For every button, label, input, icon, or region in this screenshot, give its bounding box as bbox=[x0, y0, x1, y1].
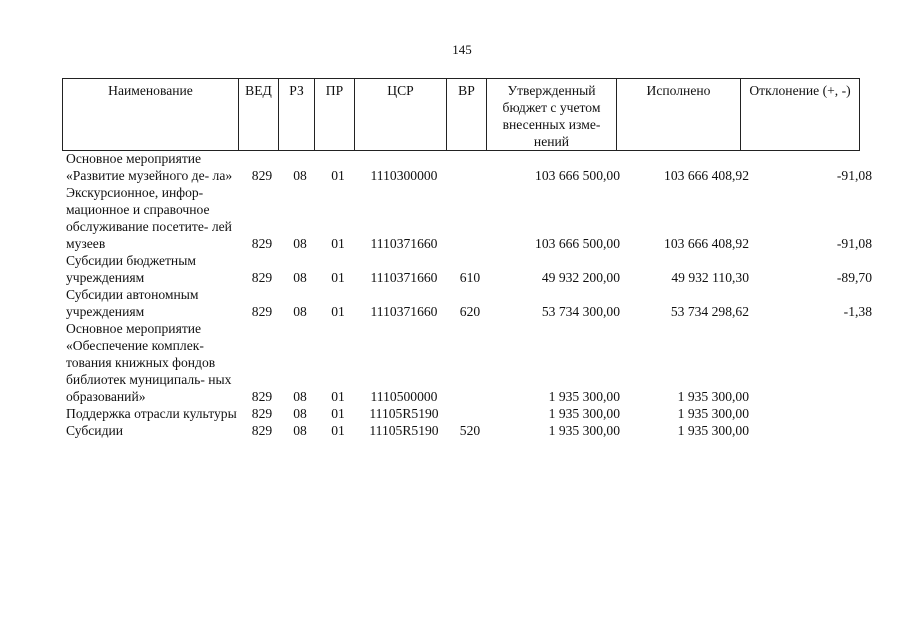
row-deviation-cell: -89,70 bbox=[836, 270, 872, 285]
row-name-cell: Основное мероприятие «Обеспечение комплек- тования книжных фондов библиотек муниципаль- ных образований» bbox=[66, 321, 232, 404]
header-deviation: Отклонение (+, -) bbox=[741, 79, 860, 151]
row-rz-cell: 08 bbox=[293, 304, 307, 319]
row-pr-cell: 01 bbox=[331, 236, 345, 251]
row-csr-cell: 1110371660 bbox=[370, 270, 438, 285]
row-rz-cell: 08 bbox=[293, 236, 307, 251]
row-deviation-cell: -1,38 bbox=[843, 304, 872, 319]
row-csr-cell: 1110371660 bbox=[370, 304, 438, 319]
table-row bbox=[62, 320, 876, 405]
header-csr: ЦСР bbox=[355, 79, 447, 151]
row-vr-cell: 520 bbox=[459, 423, 481, 438]
row-pr-cell: 01 bbox=[331, 423, 345, 438]
row-pr-cell: 01 bbox=[331, 389, 345, 404]
row-plan-cell: 1 935 300,00 bbox=[548, 406, 620, 421]
row-ved-cell: 829 bbox=[251, 270, 273, 285]
row-vr-cell bbox=[450, 150, 490, 184]
header-pr: ПР bbox=[315, 79, 355, 151]
row-deviation-cell bbox=[753, 405, 876, 422]
row-name-cell: Поддержка отрасли культуры bbox=[66, 406, 237, 421]
table-header bbox=[62, 78, 860, 151]
row-name-cell: Субсидии бюджетным учреждениям bbox=[66, 253, 196, 285]
row-csr-cell: 1110300000 bbox=[370, 168, 438, 183]
page-number: 145 bbox=[452, 42, 472, 57]
row-plan-cell: 53 734 300,00 bbox=[541, 304, 620, 319]
table-row bbox=[62, 422, 876, 439]
row-vr-cell: 610 bbox=[459, 270, 481, 285]
row-vr-cell bbox=[450, 320, 490, 405]
row-rz-cell: 08 bbox=[293, 406, 307, 421]
row-vr-cell bbox=[450, 184, 490, 252]
row-plan-cell: 103 666 500,00 bbox=[535, 168, 620, 183]
table-row bbox=[62, 150, 876, 184]
header-rz: РЗ bbox=[279, 79, 315, 151]
row-pr-cell: 01 bbox=[331, 168, 345, 183]
row-deviation-cell: -91,08 bbox=[836, 236, 872, 251]
row-name-cell: Субсидии bbox=[66, 423, 124, 438]
header-fact: Исполнено bbox=[617, 79, 741, 151]
table-row bbox=[62, 252, 876, 286]
row-name-cell: Основное мероприятие «Развитие музейного де- ла» bbox=[66, 151, 233, 183]
row-ved-cell: 829 bbox=[251, 168, 273, 183]
row-rz-cell: 08 bbox=[293, 389, 307, 404]
row-rz-cell: 08 bbox=[293, 423, 307, 438]
row-fact-cell: 1 935 300,00 bbox=[677, 389, 749, 404]
header-ved: ВЕД bbox=[239, 79, 279, 151]
budget-table bbox=[62, 150, 876, 439]
row-vr-cell bbox=[450, 405, 490, 422]
table-row bbox=[62, 405, 876, 422]
row-plan-cell: 1 935 300,00 bbox=[548, 389, 620, 404]
row-ved-cell: 829 bbox=[251, 236, 273, 251]
header-row bbox=[63, 79, 860, 151]
row-fact-cell: 103 666 408,92 bbox=[664, 236, 749, 251]
row-csr-cell: 11105R5190 bbox=[369, 423, 439, 438]
row-deviation-cell bbox=[753, 422, 876, 439]
row-fact-cell: 103 666 408,92 bbox=[664, 168, 749, 183]
row-fact-cell: 49 932 110,30 bbox=[671, 270, 749, 285]
table-row bbox=[62, 184, 876, 252]
row-name-cell: Экскурсионное, инфор- мационное и справочное обслуживание посетите- лей музеев bbox=[66, 185, 232, 251]
row-pr-cell: 01 bbox=[331, 406, 345, 421]
row-plan-cell: 1 935 300,00 bbox=[548, 423, 620, 438]
row-ved-cell: 829 bbox=[251, 406, 273, 421]
header-plan: Утвержденный бюджет с учетом внесенных изме- нений bbox=[487, 79, 617, 151]
row-csr-cell: 1110500000 bbox=[370, 389, 438, 404]
row-fact-cell: 53 734 298,62 bbox=[670, 304, 749, 319]
row-plan-cell: 49 932 200,00 bbox=[541, 270, 620, 285]
row-pr-cell: 01 bbox=[331, 270, 345, 285]
row-ved-cell: 829 bbox=[251, 423, 273, 438]
row-deviation-cell bbox=[753, 320, 876, 405]
row-rz-cell: 08 bbox=[293, 168, 307, 183]
row-ved-cell: 829 bbox=[251, 389, 273, 404]
row-fact-cell: 1 935 300,00 bbox=[677, 423, 749, 438]
row-name-cell: Субсидии автономным учреждениям bbox=[66, 287, 199, 319]
row-deviation-cell: -91,08 bbox=[836, 168, 872, 183]
row-rz-cell: 08 bbox=[293, 270, 307, 285]
table-row bbox=[62, 286, 876, 320]
row-plan-cell: 103 666 500,00 bbox=[535, 236, 620, 251]
header-name: Наименование bbox=[63, 79, 239, 151]
row-fact-cell: 1 935 300,00 bbox=[677, 406, 749, 421]
row-csr-cell: 1110371660 bbox=[370, 236, 438, 251]
header-vr: ВР bbox=[447, 79, 487, 151]
row-vr-cell: 620 bbox=[459, 304, 481, 319]
row-pr-cell: 01 bbox=[331, 304, 345, 319]
row-csr-cell: 11105R5190 bbox=[369, 406, 439, 421]
row-ved-cell: 829 bbox=[251, 304, 273, 319]
